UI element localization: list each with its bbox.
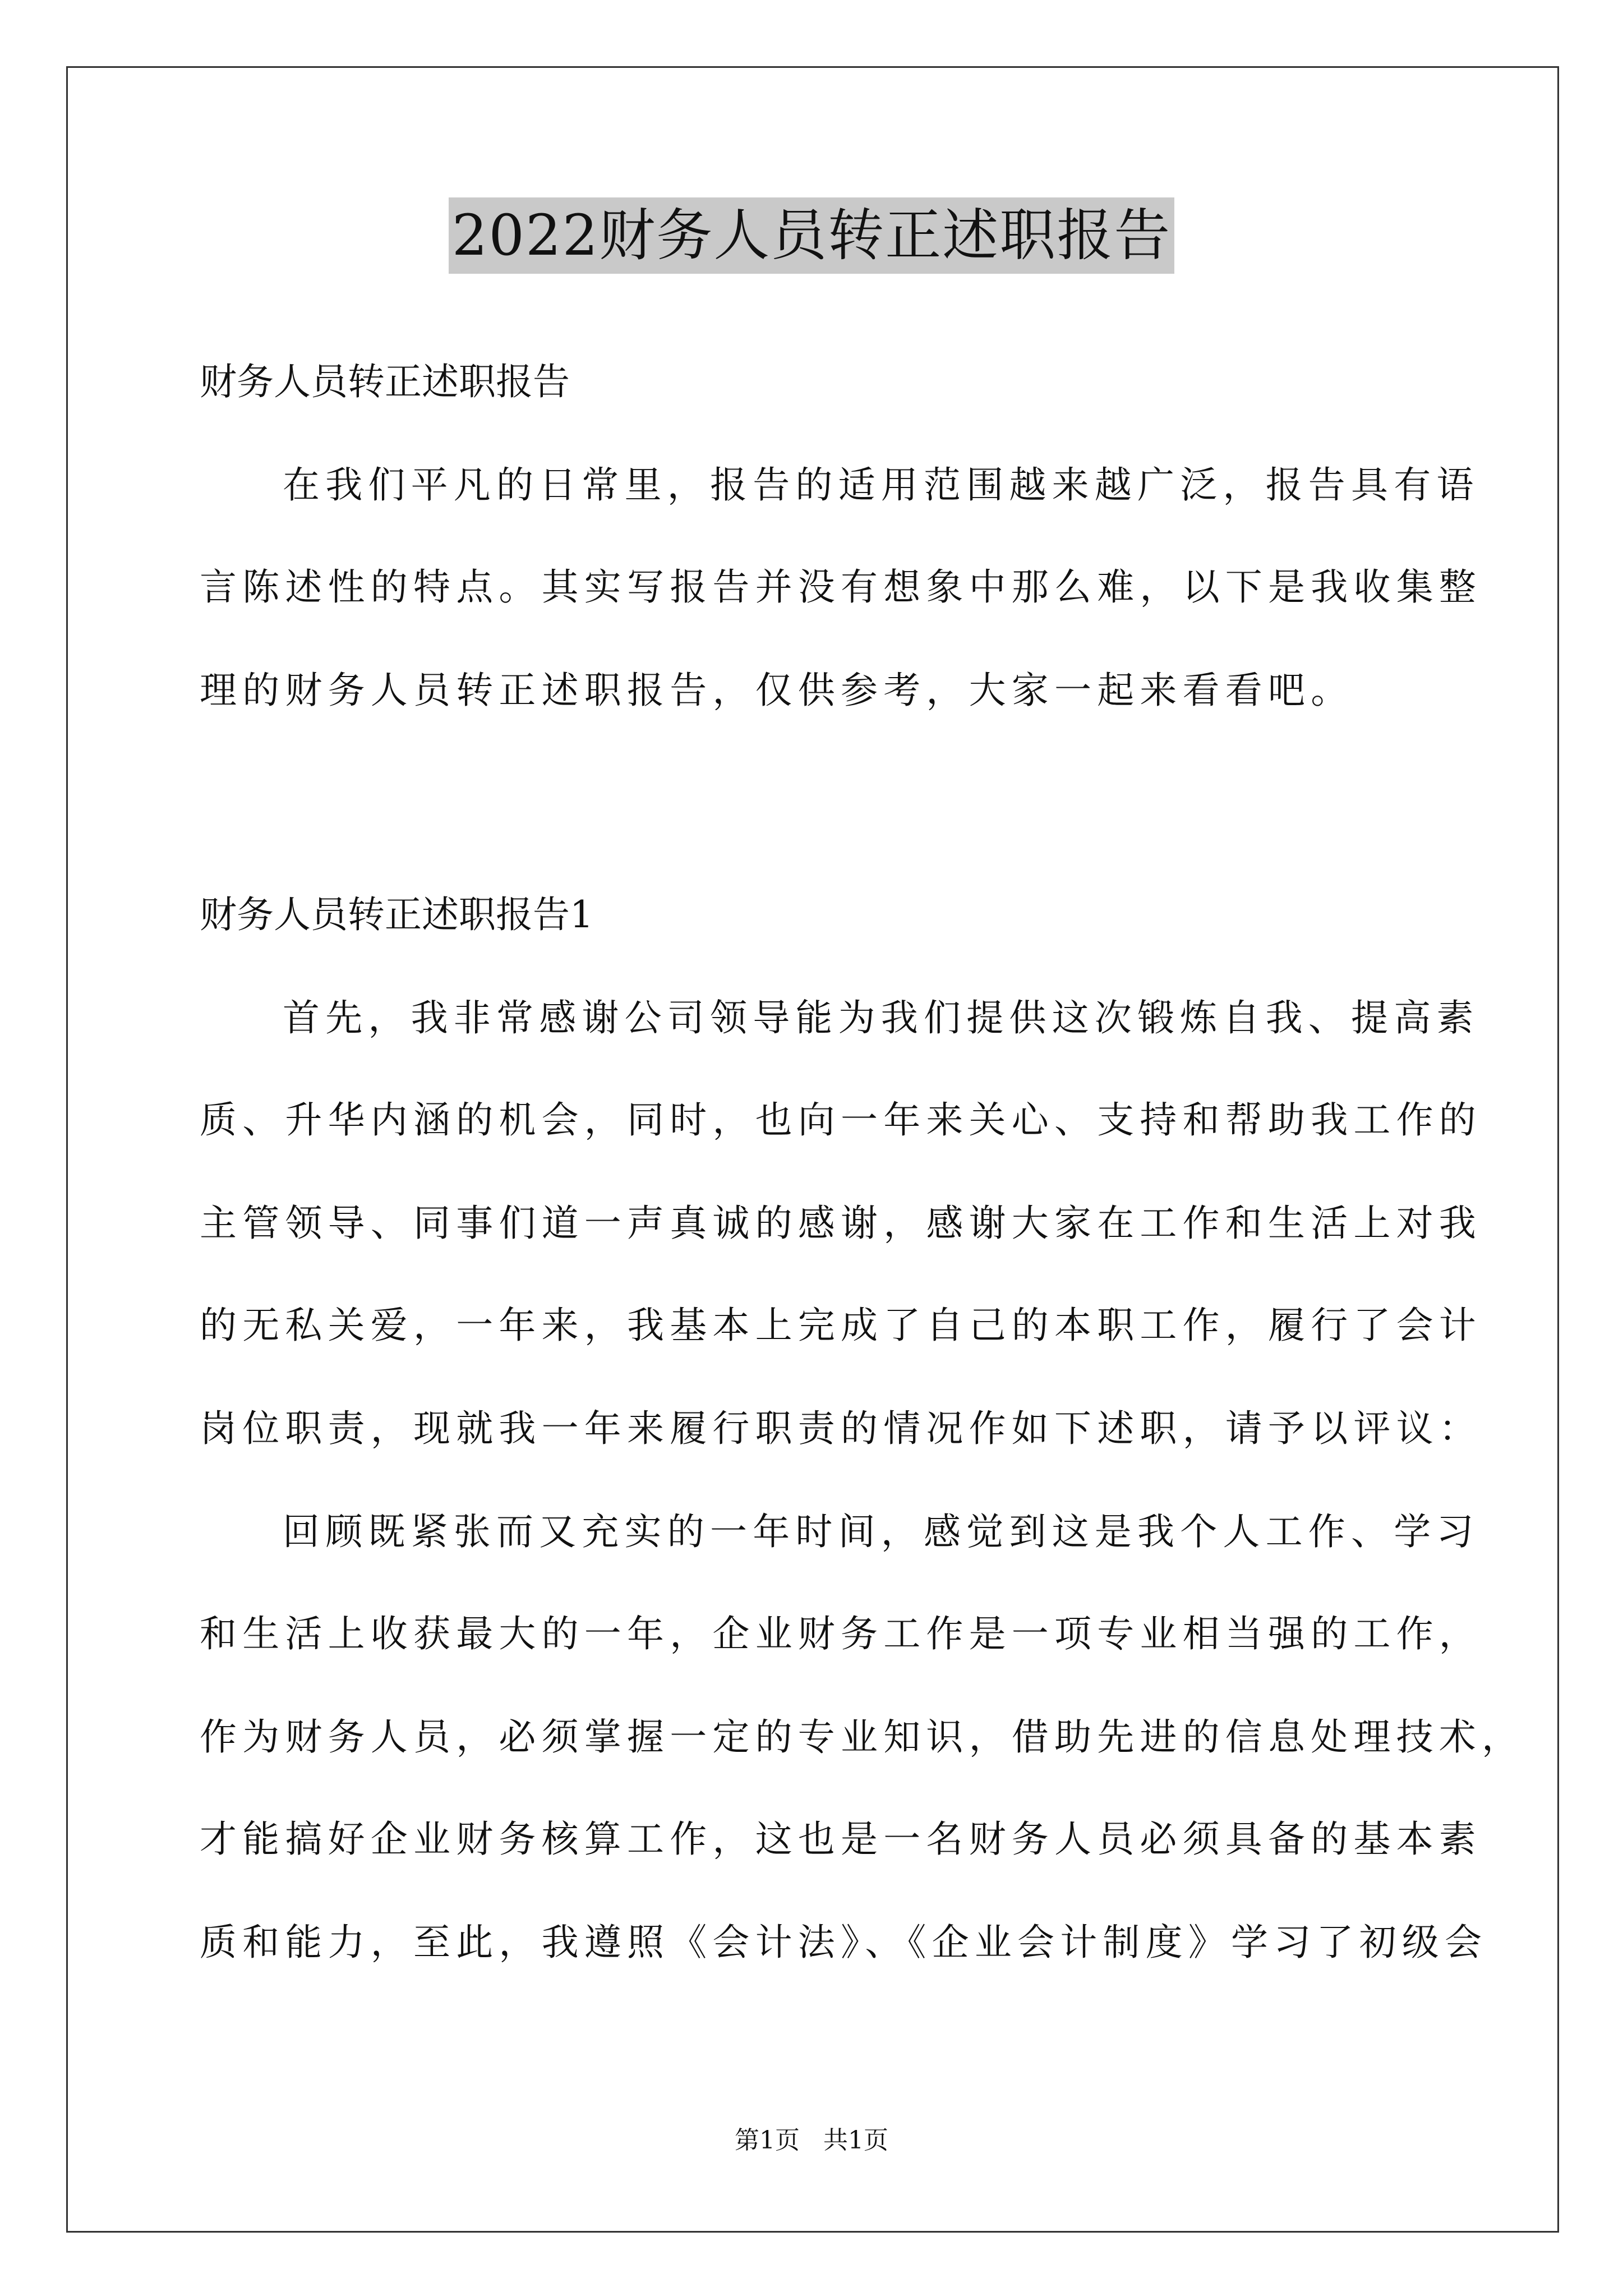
- para2-line-3: 作为财务人员，必须掌握一定的专业知识，借助先进的信息处理技术，: [200, 1715, 1525, 1759]
- para1-line-4: 的无私关爱，一年来，我基本上完成了自己的本职工作，履行了会计: [200, 1304, 1482, 1347]
- para1-line-1: 首先，我非常感谢公司领导能为我们提供这次锻炼自我、提高素: [283, 996, 1479, 1039]
- intro-line-2: 言陈述性的特点。其实写报告并没有想象中那么难，以下是我收集整: [200, 565, 1482, 609]
- para1-line-2: 质、升华内涵的机会，同时，也向一年来关心、支持和帮助我工作的: [200, 1098, 1482, 1142]
- para1-line-5: 岗位职责，现就我一年来履行职责的情况作如下述职，请予以评议：: [200, 1407, 1482, 1450]
- intro-line-1: 在我们平凡的日常里，报告的适用范围越来越广泛，报告具有语: [283, 463, 1479, 507]
- intro-line-3: 理的财务人员转正述职报告，仅供参考，大家一起来看看吧。: [200, 669, 1354, 712]
- section-heading: 财务人员转正述职报告1: [200, 893, 593, 936]
- para2-line-5: 质和能力，至此，我遵照《会计法》、《企业会计制度》学习了初级会: [200, 1921, 1488, 1964]
- para2-line-2: 和生活上收获最大的一年，企业财务工作是一项专业相当强的工作，: [200, 1612, 1482, 1655]
- title-container: [0, 197, 1623, 274]
- document-subtitle: 财务人员转正述职报告: [200, 360, 570, 403]
- page-footer: 第1页 共1页: [735, 2126, 888, 2155]
- document-title: 2022财务人员转正述职报告: [449, 197, 1175, 274]
- para1-line-3: 主管领导、同事们道一声真诚的感谢，感谢大家在工作和生活上对我: [200, 1202, 1482, 1245]
- para2-line-1: 回顾既紧张而又充实的一年时间，感觉到这是我个人工作、学习: [283, 1510, 1479, 1553]
- para2-line-4: 才能搞好企业财务核算工作，这也是一名财务人员必须具备的基本素: [200, 1818, 1482, 1861]
